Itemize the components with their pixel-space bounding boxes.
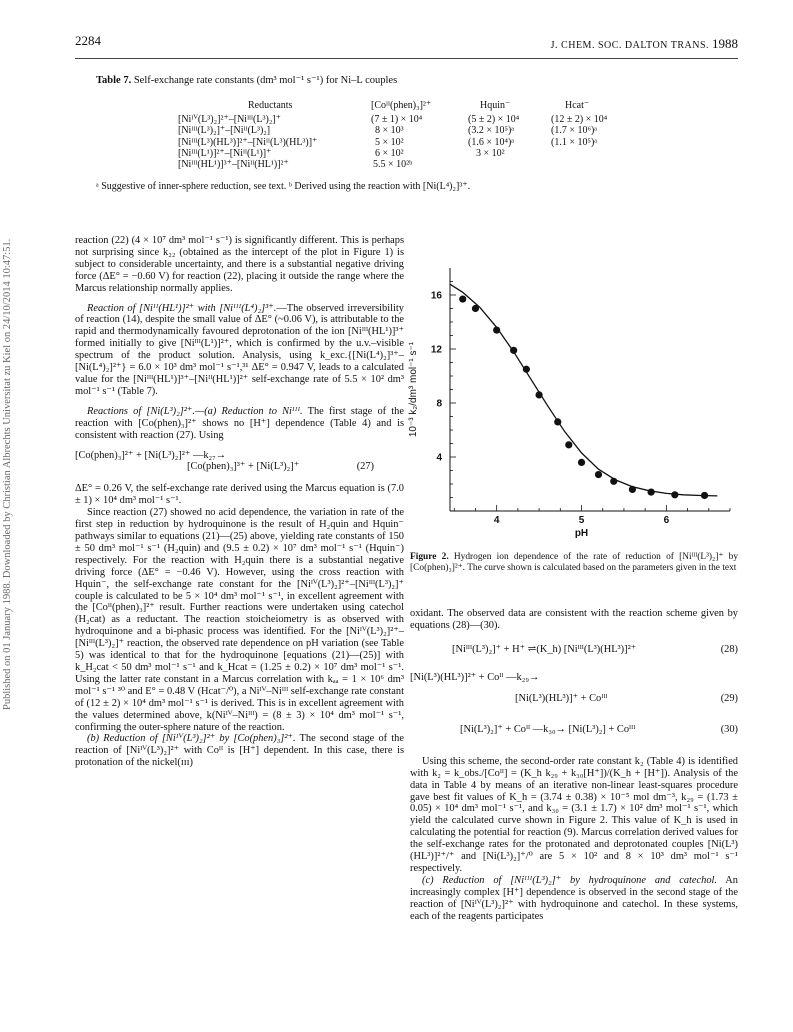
data-point <box>472 305 479 312</box>
table7-label: Table 7. <box>96 75 132 86</box>
paragraph: ΔE° = 0.26 V, the self-exchange rate derived using the Marcus equation is (7.0 ± 1) × 10⁴ dm³ mol⁻¹ s⁻¹. <box>75 483 404 507</box>
data-point <box>629 486 636 493</box>
paragraph <box>75 733 404 769</box>
equation-28: [Niᴵᴵᴵ(L³)₂]⁺ + H⁺ ⇌(K_h) [Niᴵᴵᴵ(L³)(HL³)]²⁺ <box>452 643 637 655</box>
table7-cell: [Niᴵᴵᴵ(L¹)]²⁺–[Niᴵᴵ(L¹)]⁺ <box>178 147 272 159</box>
table7-cell: [Niᴵᴵᴵ(L³)₂]⁺–[Niᴵᴵ(L³)₂] <box>178 125 271 137</box>
data-point <box>565 441 572 448</box>
paragraph-body: The second stage of the reaction of [Niᴵⱽ(L³)₂]²⁺ with Coᴵᴵ is [H⁺] dependent. In this case, there is protonation of the nickel(ɪɪɪ) <box>75 733 404 769</box>
table7-cell: 8 × 10³ <box>375 125 404 137</box>
journal-name: J. CHEM. SOC. DALTON TRANS. <box>550 40 709 51</box>
paragraph <box>410 875 738 923</box>
table7-cell: (1.1 × 10⁵)ᵃ <box>551 136 598 148</box>
table7-cell: (1.6 × 10⁴)ᵃ <box>468 136 515 148</box>
equation-27-number: (27) <box>356 461 374 473</box>
table7-cell: (7 ± 1) × 10⁴ <box>371 114 423 125</box>
equation-29-line1: [Ni(L³)(HL³)]²⁺ + Coᴵᴵ —k₂₉→ <box>410 671 540 683</box>
table7-header-hquin: Hquin⁻ <box>480 100 511 111</box>
figure2-caption-text: Hydrogen ion dependence of the rate of reduction of [Niᴵᴵᴵ(L³)₂]⁺ by [Co(phen)₃]²⁺. The curve shown is calculated based on the parameters given in the text <box>410 552 739 573</box>
data-point <box>493 327 500 334</box>
data-point <box>510 347 517 354</box>
data-point <box>701 492 708 499</box>
left-column <box>75 235 404 769</box>
y-tick-label: 12 <box>430 344 442 356</box>
equation-28-number: (28) <box>720 643 738 655</box>
table7-cell: (1.7 × 10⁶)ᵃ <box>551 125 598 137</box>
data-point <box>523 366 530 373</box>
right-column <box>410 608 738 923</box>
table7-cell: 3 × 10² <box>476 147 505 159</box>
equation-29-line2: [Ni(L³)(HL³)]⁺ + Coᴵᴵᴵ <box>515 692 608 704</box>
table7-col-co <box>371 100 431 170</box>
paragraph: Using this scheme, the second-order rate constant k₂ (Table 4) is identified with k₂ = k_obs./[Coᴵᴵ] = (K_h k₂₉ + k₃₀[H⁺])/(K_h + [H⁺]). Analysis of the data in Table 4 by means of an iterative non-linear least-squares procedure gave best fit values of K_h = (3.74 ± 0.38) × 10⁻⁵ mol dm⁻³, k₂₉ = (1.73 ± 0.05) × 10⁴ dm³ mol⁻¹ s⁻¹, and k₃₀ = (3.1 ± 1.7) × 10² dm³ mol⁻¹ s⁻¹, which yield the calculated curve shown in Figure 2. This value of K_h is used in calculating the potential for reaction (9). Marcus correlation derived values for the self-exchange rates for the protonated and deprotonated couples [Ni(L³)(HL³)]²⁺/⁺ and [Ni(L³)₂]⁺/⁰ are 5 × 10² and 8 × 10³ dm³ mol⁻¹ s⁻¹ respectively. <box>410 755 738 874</box>
paragraph <box>75 406 404 442</box>
paragraph: oxidant. The observed data are consistent with the reaction scheme given by equations (28)—(30). <box>410 608 738 631</box>
equation-27-line2: [Co(phen)₃]³⁺ + [Ni(L³)₂]⁺ <box>187 461 300 473</box>
data-point <box>610 478 617 485</box>
table7-col-hquin <box>468 100 519 170</box>
data-point <box>459 295 466 302</box>
x-tick-label: 4 <box>493 515 500 526</box>
table7-cell: 5 × 10² <box>375 136 404 148</box>
header-rule <box>75 58 738 59</box>
figure2-caption <box>410 552 738 573</box>
equation-29-number: (29) <box>720 692 738 704</box>
y-tick-label: 8 <box>436 398 442 410</box>
paragraph-heading: Reaction of [Niᴵᴵ(HL¹)]²⁺ with [Niᴵᴵᴵ(L⁴)₂]³⁺. <box>87 302 277 314</box>
journal-header <box>551 36 738 52</box>
x-tick-label: 5 <box>578 515 585 526</box>
figure2-y-axis-label: 10⁻³ k₂/dm³ mol⁻¹ s⁻¹ <box>408 341 419 438</box>
figure2-chart <box>400 253 740 548</box>
table7-cell: 6 × 10² <box>375 147 404 159</box>
table7-title: Self-exchange rate constants (dm³ mol⁻¹ s⁻¹) for Ni–L couples <box>131 75 398 86</box>
table7-cell <box>551 148 607 159</box>
equation-30: [Ni(L³)₂]⁺ + Coᴵᴵ —k₃₀→ [Ni(L³)₂] + Coᴵᴵᴵ <box>460 723 636 735</box>
y-tick-label: 4 <box>436 452 442 464</box>
page-number: 2284 <box>75 33 101 48</box>
paragraph-body: The first stage of the reaction with [Co(phen)₃]²⁺ shows no [H⁺] dependence (Table 4) and is consistent with reaction (27). Using <box>75 405 404 441</box>
figure2-points <box>459 295 708 499</box>
paragraph-body: An increasingly complex [H⁺] dependence is observed in the second stage of the reaction of [Niᴵⱽ(L³)₂]²⁺ with hydroquinone and catechol. In these systems, each of the reagents participates <box>410 874 738 922</box>
table7-col-reductants <box>178 100 317 170</box>
table7-header-co: [Coᴵᴵ(phen)₃]²⁺ <box>371 100 432 111</box>
download-watermark: Published on 01 January 1988. Downloaded by Christian Albrechts Universitat zu Kiel on 24/10/2014 10:47:51. <box>2 238 13 710</box>
equation-30-number: (30) <box>720 723 738 735</box>
paragraph-heading: (b) Reduction of [Niᴵⱽ(L³)₂]²⁺ by [Co(phen)₃]²⁺. <box>87 733 296 745</box>
table7-cell <box>551 159 607 170</box>
table7-cell: [Niᴵᴵᴵ(HL¹)]³⁺–[Niᴵᴵ(HL¹)]²⁺ <box>178 159 289 171</box>
figure2-label: Figure 2. <box>410 552 449 562</box>
paragraph-heading: (c) Reduction of [Niᴵᴵᴵ(L³)₂]⁺ by hydroquinone and catechol. <box>422 874 718 886</box>
x-tick-label: 6 <box>663 515 670 526</box>
figure2-x-axis-label: pH <box>574 528 589 539</box>
table7-cell: (5 ± 2) × 10⁴ <box>468 114 520 125</box>
data-point <box>595 471 602 478</box>
paragraph-body: —The observed irreversibility of reaction (14), despite the small value of ΔE° (~0.06 V), is attributable to the rapid and thermodynamically favoured deprotonation of the ion [Niᴵᴵᴵ(HL¹)]³⁺ formed initially to give [Niᴵᴵᴵ(L¹)]²⁺, which is confirmed by the u.v.–visible spectrum of the product solution. Analysis, using k_exc.{[Ni(L⁴)₂]³⁺–[Ni(L⁴)₂]²⁺} = 6.0 × 10³ dm³ mol⁻¹ s⁻¹,³¹ ΔE° = 0.947 V, leads to a calculated value for the [Niᴵᴵᴵ(HL¹)]³⁺–[Niᴵᴵ(HL¹)]²⁺ self-exchange rate of 5.5 × 10² dm³ mol⁻¹ s⁻¹ (Table 7). <box>75 302 404 397</box>
paragraph: Since reaction (27) showed no acid dependence, the variation in rate of the first step in reduction by hydroquinone is the result of H₂quin and Hquin⁻ pathways similar to equations (21)—(25) above, yielding rate constants of 150 ± 50 dm³ mol⁻¹ s⁻¹ (H₂quin) and (9.5 ± 0.2) × 10⁷ dm³ mol⁻¹ s⁻¹ (Hquin⁻) respectively. For the reaction with H₂quin there is a substantial negative driving force (ΔE° = −0.46 V). However, using the cross reaction with Hquin⁻, the self-exchange rate constant for the [Niᴵⱽ(L³)₂]²⁺–[Niᴵᴵᴵ(L³)₂]⁺ couple is calculated to be 5 × 10⁴ dm³ mol⁻¹ s⁻¹, in excellent agreement with the [Coᴵᴵ(phen)₃]²⁺ result. Further reactions were undertaken using catechol (H₂cat) as a reductant. The reaction stoicheiometry is as observed with hydroquinone and a bi-phasic process was identified. For the [Niᴵⱽ(L³)₂]²⁺–[Niᴵᴵᴵ(L³)₂]⁺ reaction, the observed rate dependence on pH variation (see Table 5) was identical to that for the hydroquinone [equations (21)—(25)] with k_H₂cat < 50 dm³ mol⁻¹ s⁻¹ and k_Hcat = (1.25 ± 0.2) × 10⁷ dm³ mol⁻¹ s⁻¹. Using the latter rate constant in a Marcus correlation with kₐₐ = 1 × 10⁶ dm³ mol⁻¹ s⁻¹ ³⁰ and E° = 0.48 V (Hcat⁻/⁰), a Niᴵⱽ–Niᴵᴵᴵ self-exchange rate constant of (12 ± 2) × 10⁴ dm³ mol⁻¹ s⁻¹ is derived. This is in excellent agreement with the values determined above, k(Niᴵⱽ–Niᴵᴵᴵ) = (8 ± 3) × 10⁴ dm³ mol⁻¹ s⁻¹, confirming the outer-sphere nature of the reaction. <box>75 507 404 733</box>
table7-cell <box>468 159 519 170</box>
paragraph <box>75 303 404 398</box>
table7-cell: (3.2 × 10⁵)ᵃ <box>468 125 515 137</box>
data-point <box>647 489 654 496</box>
table7-cell: (12 ± 2) × 10⁴ <box>551 114 608 125</box>
table7-cell: 5.5 × 10²ᵇ <box>373 159 413 171</box>
paragraph-heading: Reactions of [Ni(L³)₂]²⁺.—(a) Reduction to Niᴵᴵᴵ. <box>87 405 303 417</box>
data-point <box>671 491 678 498</box>
table7-cell: [Niᴵⱽ(L³)₂]²⁺–[Niᴵᴵᴵ(L³)₂]⁺ <box>178 114 281 125</box>
table7-col-hcat <box>551 100 607 170</box>
paragraph: reaction (22) (4 × 10⁷ dm³ mol⁻¹ s⁻¹) is significantly different. This is perhaps not surprising since k₂₂ (obtained as the intercept of the plot in Figure 1) is subject to considerable uncertainty, and there is a substantial negative driving force (ΔE° = −0.60 V) for reaction (22), placing it outside the range where the Marcus relationship normally applies. <box>75 235 404 294</box>
table7-caption <box>96 74 397 86</box>
equation-27-line1: [Co(phen)₃]²⁺ + [Ni(L³)₂]²⁺ —k₂₇→ <box>75 449 227 461</box>
table7-footnote: ᵃ Suggestive of inner-sphere reduction, see text. ᵇ Derived using the reaction with [Ni(L⁴)₂]³⁺. <box>96 181 471 192</box>
table7-header-hcat: Hcat⁻ <box>565 100 590 111</box>
table7-cell: [Niᴵᴵᴵ(L³)(HL³)]²⁺–[Niᴵᴵ(L³)(HL³)]⁺ <box>178 136 318 148</box>
data-point <box>535 391 542 398</box>
data-point <box>578 459 585 466</box>
y-tick-label: 16 <box>430 290 442 302</box>
table7-header-reductants: Reductants <box>248 100 293 111</box>
data-point <box>554 418 561 425</box>
journal-year: 1988 <box>712 36 738 51</box>
